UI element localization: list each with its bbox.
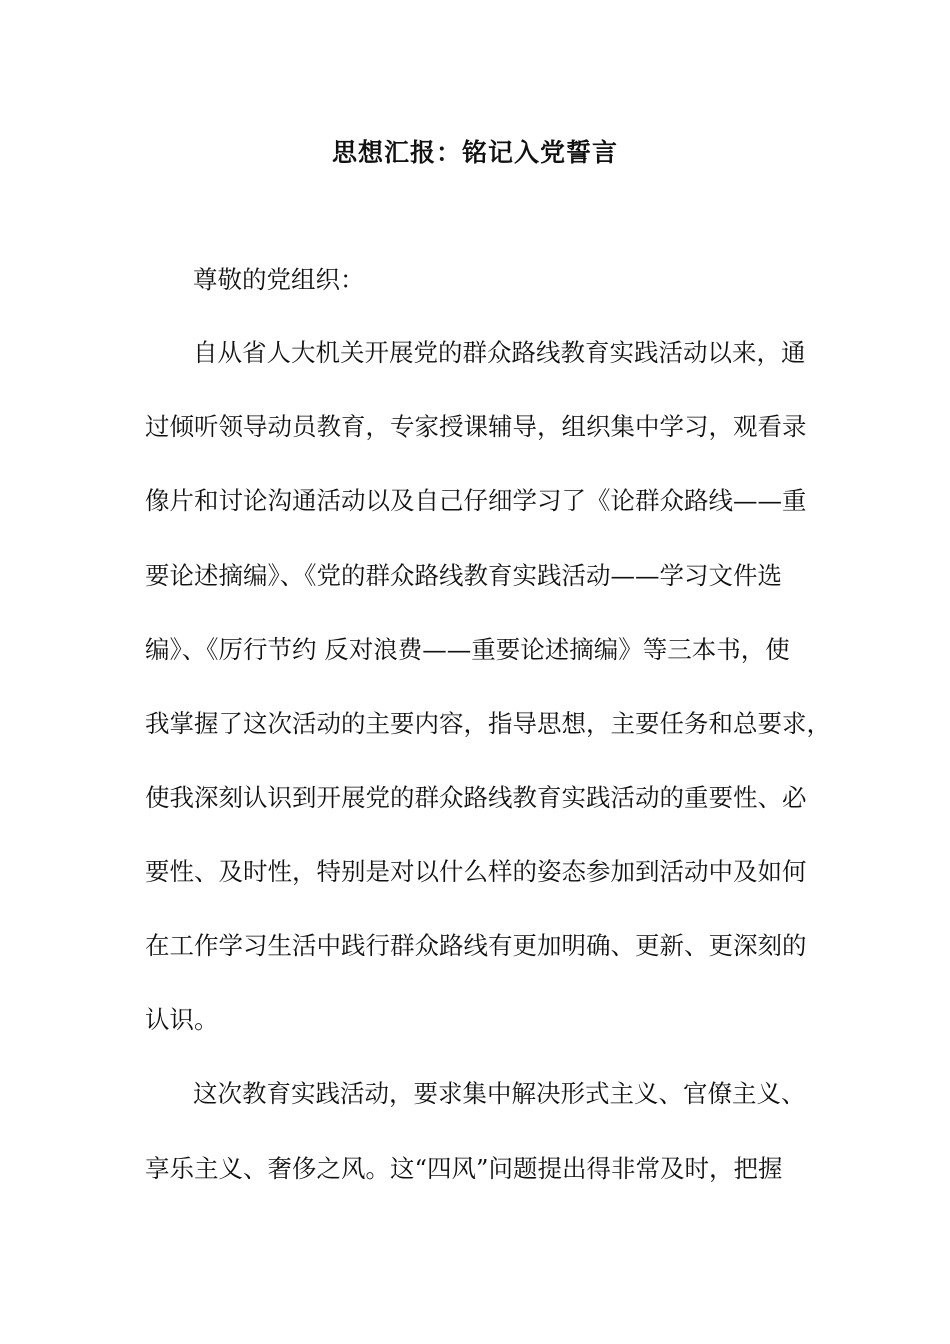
paragraph-line: 编》、《厉行节约 反对浪费——重要论述摘编》等三本书，使 [145, 635, 790, 664]
salutation: 尊敬的党组织： [193, 265, 365, 294]
paragraph-line: 要论述摘编》、《党的群众路线教育实践活动——学习文件选 [145, 561, 782, 590]
paragraph-line: 自从省人大机关开展党的群众路线教育实践活动以来，通 [193, 338, 806, 367]
paragraph-line: 像片和讨论沟通活动以及自己仔细学习了《论群众路线——重 [145, 486, 807, 515]
paragraph-line: 要性、及时性，特别是对以什么样的姿态参加到活动中及如何 [145, 857, 807, 886]
paragraph-line: 享乐主义、奢侈之风。这“四风”问题提出得非常及时，把握 [145, 1154, 783, 1183]
paragraph-line: 我掌握了这次活动的主要内容，指导思想，主要任务和总要求， [145, 709, 831, 738]
paragraph-line: 认识。 [145, 1005, 219, 1034]
paragraph-line: 使我深刻认识到开展党的群众路线教育实践活动的重要性、必 [145, 783, 807, 812]
paragraph-line: 在工作学习生活中践行群众路线有更加明确、更新、更深刻的 [145, 931, 807, 960]
paragraph-line: 这次教育实践活动，要求集中解决形式主义、官僚主义、 [193, 1079, 806, 1108]
paragraph-line: 过倾听领导动员教育，专家授课辅导，组织集中学习，观看录 [145, 412, 807, 441]
document-title: 思想汇报：铭记入党誓言 [331, 138, 618, 167]
